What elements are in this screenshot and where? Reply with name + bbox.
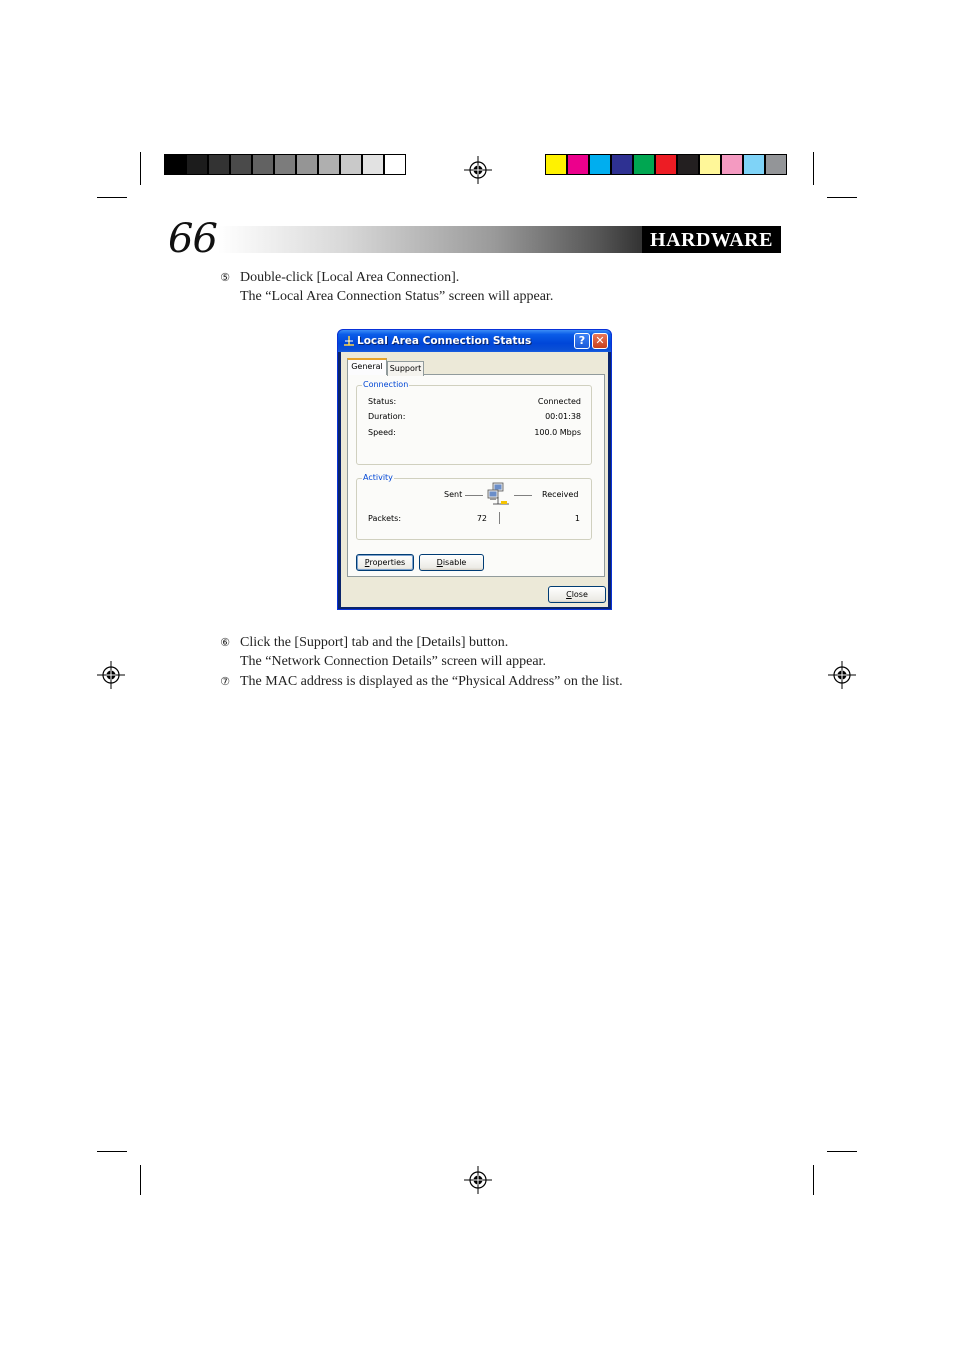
disable-mnemonic: D bbox=[436, 558, 443, 567]
status-label: Status: bbox=[368, 397, 397, 406]
step-text: Double-click [Local Area Connection]. bbox=[240, 270, 460, 285]
color-swatch bbox=[765, 154, 787, 175]
step-text: The MAC address is displayed as the “Physical Address” on the list. bbox=[240, 674, 623, 689]
section-title: HARDWARE bbox=[642, 226, 781, 253]
registration-target-icon bbox=[464, 1166, 492, 1194]
color-swatch bbox=[545, 154, 567, 175]
color-swatch bbox=[384, 154, 406, 175]
general-tab-panel bbox=[347, 374, 605, 577]
color-swatch bbox=[699, 154, 721, 175]
network-activity-computers-icon bbox=[485, 481, 511, 507]
crop-mark bbox=[813, 152, 814, 185]
crop-mark bbox=[97, 1151, 127, 1152]
color-swatch bbox=[721, 154, 743, 175]
color-swatch bbox=[186, 154, 208, 175]
crop-mark bbox=[827, 1151, 857, 1152]
sent-label: Sent bbox=[444, 490, 463, 499]
color-swatch bbox=[296, 154, 318, 175]
color-swatch bbox=[362, 154, 384, 175]
color-swatch bbox=[318, 154, 340, 175]
crop-mark bbox=[140, 152, 141, 185]
color-swatch bbox=[611, 154, 633, 175]
properties-label: roperties bbox=[369, 558, 406, 567]
packets-label: Packets: bbox=[368, 514, 402, 523]
properties-mnemonic: P bbox=[364, 558, 370, 567]
color-swatch bbox=[677, 154, 699, 175]
crop-mark bbox=[813, 1165, 814, 1195]
properties-button[interactable] bbox=[356, 554, 414, 571]
dialog-client-area bbox=[341, 352, 608, 607]
color-swatch bbox=[252, 154, 274, 175]
color-swatch bbox=[633, 154, 655, 175]
color-swatch bbox=[164, 154, 186, 175]
network-connection-icon bbox=[343, 335, 355, 347]
step-text: The “Network Connection Details” screen will appear. bbox=[240, 654, 546, 669]
packets-sent-value: 72 bbox=[476, 514, 487, 523]
step-number: ⑥ bbox=[220, 636, 230, 649]
registration-target-icon bbox=[828, 661, 856, 689]
close-window-button[interactable]: ✕ bbox=[592, 333, 608, 349]
color-swatch bbox=[589, 154, 611, 175]
color-swatch bbox=[274, 154, 296, 175]
page-number: 66 bbox=[168, 216, 217, 262]
step-text: Click the [Support] tab and the [Details] button. bbox=[240, 635, 509, 650]
local-area-connection-status-dialog bbox=[337, 329, 612, 610]
duration-label: Duration: bbox=[368, 412, 406, 421]
speed-label: Speed: bbox=[368, 428, 396, 437]
step-text: The “Local Area Connection Status” screen will appear. bbox=[240, 289, 554, 304]
received-line bbox=[514, 495, 532, 496]
color-swatch bbox=[743, 154, 765, 175]
registration-target-icon bbox=[464, 156, 492, 184]
duration-value: 00:01:38 bbox=[545, 412, 581, 421]
tab-general[interactable]: General bbox=[347, 358, 387, 375]
disable-label: isable bbox=[442, 558, 467, 567]
step-6 bbox=[218, 633, 718, 673]
close-label: lose bbox=[571, 590, 588, 599]
status-value: Connected bbox=[537, 397, 581, 406]
connection-group bbox=[356, 380, 592, 465]
close-mnemonic: C bbox=[566, 590, 572, 599]
packets-divider bbox=[499, 512, 500, 524]
close-button[interactable] bbox=[548, 586, 606, 603]
dialog-titlebar[interactable] bbox=[338, 330, 611, 352]
tab-support[interactable]: Support bbox=[387, 361, 424, 376]
step-number: ⑦ bbox=[220, 675, 230, 688]
step-5 bbox=[218, 268, 718, 308]
color-swatch bbox=[655, 154, 677, 175]
header-gradient-band bbox=[218, 226, 642, 253]
sent-line bbox=[465, 495, 483, 496]
crop-mark bbox=[827, 197, 857, 198]
disable-button[interactable] bbox=[419, 554, 484, 571]
color-swatch bbox=[567, 154, 589, 175]
speed-value: 100.0 Mbps bbox=[534, 428, 581, 437]
crop-mark bbox=[97, 197, 127, 198]
help-button[interactable]: ? bbox=[574, 333, 590, 349]
color-swatch bbox=[340, 154, 362, 175]
step-7 bbox=[218, 672, 718, 692]
connection-group-title: Connection bbox=[363, 380, 409, 389]
step-number: ⑤ bbox=[220, 271, 230, 284]
activity-group-title: Activity bbox=[363, 473, 393, 482]
activity-group bbox=[356, 473, 592, 540]
color-swatch bbox=[208, 154, 230, 175]
color-calibration-bar bbox=[545, 154, 787, 175]
received-label: Received bbox=[542, 490, 579, 499]
registration-target-icon bbox=[97, 661, 125, 689]
grayscale-calibration-bar bbox=[164, 154, 406, 175]
dialog-title: Local Area Connection Status bbox=[357, 335, 532, 347]
packets-received-value: 1 bbox=[574, 514, 580, 523]
crop-mark bbox=[140, 1165, 141, 1195]
color-swatch bbox=[230, 154, 252, 175]
